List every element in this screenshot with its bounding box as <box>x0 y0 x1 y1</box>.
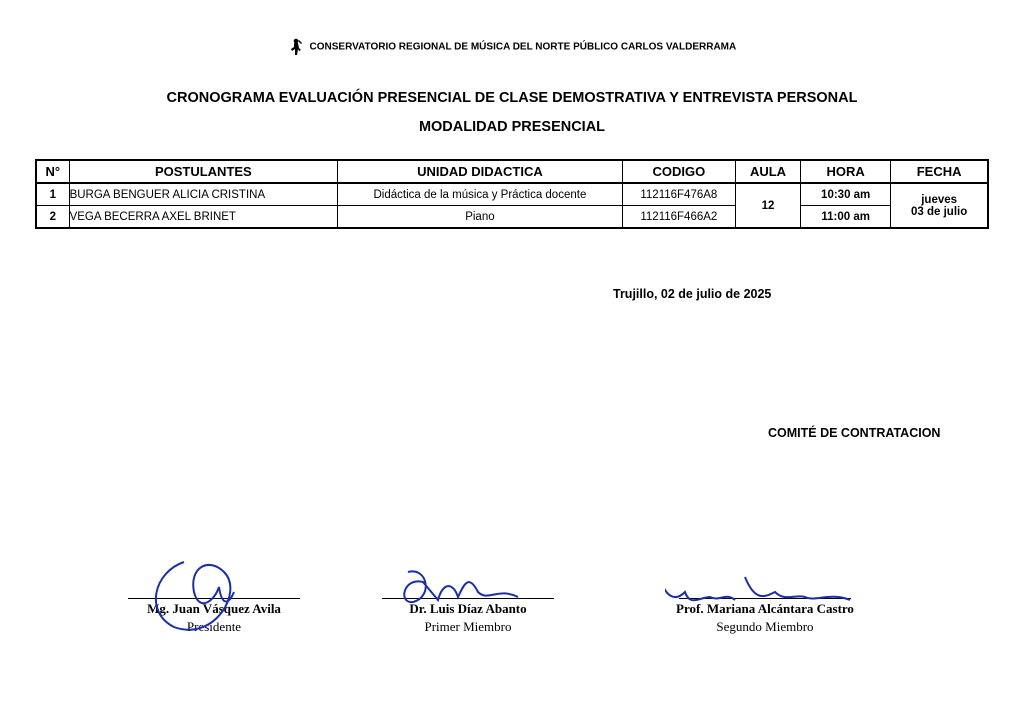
col-header-num: N° <box>36 160 69 183</box>
row-postulante: VEGA BECERRA AXEL BRINET <box>69 206 338 229</box>
handwritten-signature-icon <box>114 552 314 632</box>
signer-role: Presidente <box>186 619 242 634</box>
schedule-table <box>35 159 989 229</box>
signer-name: Prof. Mariana Alcántara Castro <box>676 601 854 616</box>
document-title: CRONOGRAMA EVALUACIÓN PRESENCIAL DE CLASE DEMOSTRATIVA Y ENTREVISTA PERSONAL <box>166 90 858 106</box>
table-header-row <box>36 160 988 183</box>
place-date: Trujillo, 02 de julio de 2025 <box>613 287 772 301</box>
row-unidad: Didáctica de la música y Práctica docente <box>338 183 623 206</box>
row-postulante: BURGA BENGUER ALICIA CRISTINA <box>69 183 338 206</box>
aula-cell: 12 <box>735 183 800 228</box>
table-row <box>36 206 988 229</box>
document-subtitle: MODALIDAD PRESENCIAL <box>418 119 606 135</box>
fecha-day: jueves <box>921 193 958 206</box>
signature-block-first-member <box>368 560 568 635</box>
institution-name: CONSERVATORIO REGIONAL DE MÚSICA DEL NORTE PÚBLICO CARLOS VALDERRAMA <box>309 41 737 53</box>
signer-role: Segundo Miembro <box>716 619 814 634</box>
row-num: 1 <box>36 183 69 206</box>
row-codigo: 112116F466A2 <box>622 206 735 229</box>
col-header-fecha: FECHA <box>891 160 988 183</box>
fecha-cell <box>891 183 988 228</box>
col-header-aula: AULA <box>735 160 800 183</box>
handwritten-signature-icon <box>368 552 568 632</box>
col-header-postulantes: POSTULANTES <box>69 160 338 183</box>
row-num: 2 <box>36 206 69 229</box>
signature-block-second-member <box>665 560 865 635</box>
signer-role: Primer Miembro <box>424 619 512 634</box>
row-hora: 11:00 am <box>801 206 891 229</box>
handwritten-signature-icon <box>665 552 865 632</box>
fecha-date: 03 de julio <box>911 205 968 218</box>
signer-name: Dr. Luis Díaz Abanto <box>409 601 527 616</box>
row-hora: 10:30 am <box>801 183 891 206</box>
table-row <box>36 183 988 206</box>
musician-logo-icon <box>288 38 304 56</box>
col-header-unidad: UNIDAD DIDACTICA <box>338 160 623 183</box>
institution-header <box>0 38 1024 56</box>
row-unidad: Piano <box>338 206 623 229</box>
committee-label: COMITÉ DE CONTRATACION <box>768 426 941 440</box>
col-header-hora: HORA <box>801 160 891 183</box>
col-header-codigo: CODIGO <box>622 160 735 183</box>
row-codigo: 112116F476A8 <box>622 183 735 206</box>
signer-name: Mg. Juan Vásquez Avila <box>147 601 281 616</box>
signature-block-president <box>114 560 314 635</box>
